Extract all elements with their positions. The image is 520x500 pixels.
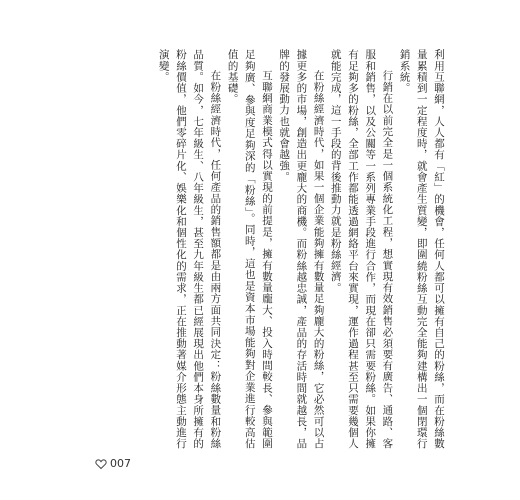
- body-text: [155, 49, 447, 449]
- paragraph-4: 互聯網商業模式得以實現的前提是，擁有數量龐大、投入時間較長、參與範圍足夠廣、參與度足夠深的「粉絲」。同時，這也是資本市場能夠對企業進行較高估值的基礎。: [226, 49, 273, 449]
- paragraph-3: 在粉絲經濟時代，如果一個企業能夠擁有數量足夠龐大的粉絲，它必然可以占據更多的市場，創造出更龐大的商機。而粉絲越忠誠，產品的存活時間就越長，品牌的發展動力也就會越強。: [278, 49, 325, 449]
- heart-outline-icon: [95, 458, 107, 470]
- paragraph-1: 利用互聯網，人人都有「紅」的機會，任何人都可以擁有自己的粉絲，而在粉絲數量累積到一定程度時，就會產生質變，即圍繞粉絲互動完全能夠建構出一個閉環行銷系統。: [398, 49, 445, 449]
- paragraph-5: 在粉絲經濟時代，任何產品的銷售額都是由兩方面共同決定：粉絲數量和粉絲品質。如今，七年級生、八年級生，甚至九年級生都已經展現出他們本身所擁有的粉絲價值，他們零碎片化、娛樂化和個性化的需求，正在推動著媒介形態主動進行演變。: [157, 49, 222, 449]
- page-number: [95, 457, 131, 470]
- page-number-text: 007: [110, 457, 131, 470]
- paragraph-2: 行銷在以前完全是一個系統化工程，想實現有效銷售必須要有廣告、通路、客服和銷售，以及公關等一系列專業手段進行合作，而現在卻只需要粉絲。如果你擁有足夠多的粉絲，全部工作都能透過網絡平台來實現，運作過程甚至只需要幾個人就能完成，這一手段的背後推動力就是粉絲經濟。: [329, 49, 394, 449]
